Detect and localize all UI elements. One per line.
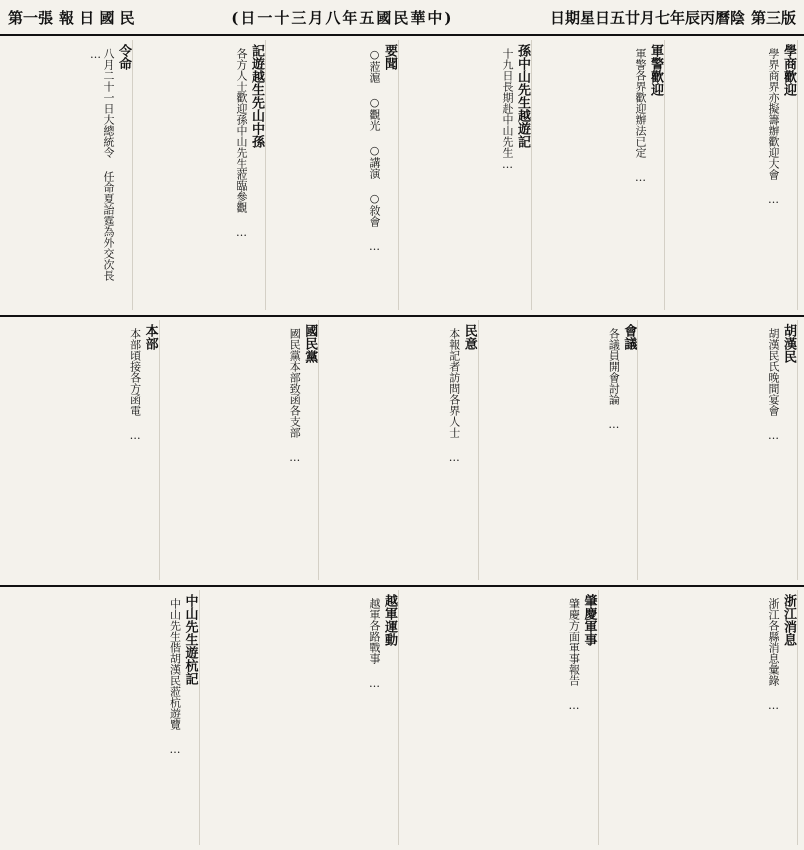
top-article-2-body: 各方人士歡迎孫中山先生蒞臨參觀 … (235, 48, 248, 239)
bottom-article-2-title: 越軍運動 (382, 594, 397, 646)
top-article-3 (272, 40, 399, 310)
top-article-6-title: 學商歡迎 (781, 44, 796, 96)
top-article-6-body: 學界商界亦擬籌辦歡迎大會 … (767, 48, 780, 206)
top-article-6 (671, 40, 798, 310)
top-article-4-title: 孫中山先生越遊記 (515, 44, 530, 148)
bottom-article-1 (6, 590, 200, 845)
middle-article-5 (644, 320, 798, 580)
issue-label: 第一張 (8, 8, 54, 27)
top-article-3-body: ○蒞滬 ○觀光 ○講演 ○敘會 … (368, 48, 381, 253)
middle-divider (0, 585, 804, 587)
bottom-article-3-title: 肇慶軍事 (581, 594, 597, 646)
middle-article-4 (485, 320, 639, 580)
middle-article-3-body: 本報記者訪問各界人士 … (447, 328, 461, 464)
middle-article-2-title: 國民黨 (302, 324, 318, 363)
lunar-date: 日期星日五廿月七年辰丙曆陰 (549, 8, 745, 27)
bottom-article-3-body: 肇慶方面軍事報告 … (567, 598, 581, 712)
top-article-1-title: 令命 (116, 44, 131, 70)
bottom-article-4-title: 浙江消息 (781, 594, 796, 646)
middle-article-1 (6, 320, 160, 580)
middle-article-3 (325, 320, 479, 580)
middle-article-2 (166, 320, 320, 580)
middle-article-1-body: 本部頃接各方函電 … (128, 328, 142, 442)
section-label: 第三版 (750, 8, 796, 27)
middle-article-5-body: 胡漢民氏晚間宴會 … (767, 328, 780, 442)
bottom-article-3 (405, 590, 599, 845)
middle-section (6, 320, 798, 580)
bottom-article-2 (206, 590, 400, 845)
middle-article-3-title: 民意 (461, 324, 477, 350)
bottom-article-4 (605, 590, 799, 845)
top-article-2 (139, 40, 266, 310)
top-article-5-title: 軍警歡迎 (648, 44, 663, 96)
bottom-article-2-body: 越軍各路戰事 … (368, 598, 381, 690)
top-article-5-body: 軍警各界歡迎辦法已定 … (634, 48, 647, 184)
masthead-left (8, 7, 135, 28)
top-article-2-title: 記遊越生先山中孫 (249, 44, 264, 148)
middle-article-4-title: 會議 (621, 324, 637, 350)
masthead-date: (日一十三月八年五國民華中) (231, 8, 454, 27)
top-article-1 (6, 40, 133, 310)
bottom-section (6, 590, 798, 845)
top-article-4-body: 十九日長期赴中山先生… (501, 48, 514, 171)
masthead-right (550, 7, 796, 28)
top-article-5 (538, 40, 665, 310)
bottom-article-4-body: 浙江各縣消息彙錄 … (767, 598, 780, 712)
top-article-1-body: 八月二十一日大總統令 任命夏詒霆為外交次長 … (89, 48, 115, 281)
middle-article-1-title: 本部 (142, 324, 158, 350)
top-article-3-title: 要聞 (382, 44, 397, 70)
top-section (6, 40, 798, 310)
top-divider (0, 315, 804, 317)
newspaper-name: 報 日 國 民 (59, 8, 135, 27)
middle-article-4-body: 各議員開會討論 … (607, 328, 621, 431)
middle-article-2-body: 國民黨本部致函各支部 … (288, 328, 302, 464)
masthead (0, 0, 804, 36)
bottom-article-1-body: 中山先生偕胡漢民蒞杭遊覽 … (168, 598, 182, 756)
middle-article-5-title: 胡漢民 (781, 324, 796, 363)
bottom-article-1-title: 中山先生遊杭記 (182, 594, 198, 685)
top-article-4 (405, 40, 532, 310)
